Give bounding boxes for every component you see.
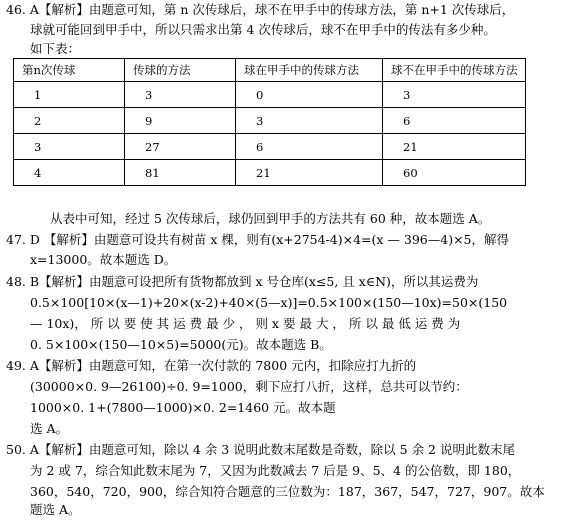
table-cell: 3 xyxy=(14,134,125,160)
table-cell: 4 xyxy=(14,160,125,186)
pass-table xyxy=(13,58,526,186)
q49-line2: (30000×0. 9—26100)÷0. 9=1000，剩下应打八折，这样，总共可以节约： xyxy=(30,379,468,394)
table-cell: 81 xyxy=(125,160,236,186)
q46-line2: 球就可能回到甲手中，所以只需求出第 4 次传球后，球不在甲手中的传法有多少种。 xyxy=(30,22,496,37)
table-row xyxy=(14,82,526,108)
q49-line1: 49. A【解析】由题意可知，在第一次付款的 7800 元内，扣除应打九折的 xyxy=(6,358,417,373)
q49-line4: 选 A。 xyxy=(30,421,69,436)
table-cell: 6 xyxy=(236,134,383,160)
q49-line3: 1000×0. 1+(7800—1000)×0. 2=1460 元。故本题 xyxy=(30,400,336,415)
table-row xyxy=(14,160,526,186)
q48-line1: 48. B【解析】由题意可设把所有货物都放到 x 号仓库(x≤5, 且 x∈N)，所以其运费为 xyxy=(6,274,479,289)
table-cell: 3 xyxy=(236,108,383,134)
table-cell: 6 xyxy=(383,108,526,134)
table-cell: 0 xyxy=(236,82,383,108)
q46-conclusion: 从表中可知，经过 5 次传球后，球仍回到甲手的方法共有 60 种，故本题选 A。 xyxy=(50,211,491,226)
table-header-cell: 传球的方法 xyxy=(125,59,236,82)
table-cell: 3 xyxy=(383,82,526,108)
q47-line1: 47. D 【解析】由题意可设共有树苗 x 棵，则有(x+2754-4)×4=(x — 396—4)×5，解得 xyxy=(6,232,509,247)
q46-line3: 如下表： xyxy=(30,41,81,56)
table-row xyxy=(14,108,526,134)
q50-line4: 题选 A。 xyxy=(30,502,81,517)
q48-line3: — 10x)， 所 以 要 使 其 运 费 最 少 ， 则 x 要 最 大 ， 所 以 最 低 运 费 为 xyxy=(30,316,461,331)
table-header-cell: 球不在甲手中的传球方法 xyxy=(383,59,526,82)
table-row xyxy=(14,134,526,160)
table-cell: 27 xyxy=(125,134,236,160)
q47-line2: x=13000。故本题选 D。 xyxy=(30,252,177,267)
table-cell: 60 xyxy=(383,160,526,186)
q50-line2: 为 2 或 7，综合知此数末尾为 7，又因为此数减去 7 后是 9、5、4 的公倍数，即 180， xyxy=(30,463,521,478)
q50-line1: 50. A【解析】由题意可知，除以 4 余 3 说明此数末尾数是奇数，除以 5 余 2 说明此数末尾 xyxy=(6,442,515,457)
table-cell: 21 xyxy=(236,160,383,186)
table-header-cell: 第n次传球 xyxy=(14,59,125,82)
table-cell: 9 xyxy=(125,108,236,134)
q50-line3: 360，540，720，900，综合知符合题意的三位数为：187，367，547，727，907。故本 xyxy=(30,484,545,499)
q48-line4: 0. 5×100×(150—10×5)=5000(元)。故本题选 B。 xyxy=(30,337,332,352)
q48-line2: 0.5×100[10×(x—1)+20×(x-2)+40×(5—x)]=0.5×100×(150—10x)=50×(150 xyxy=(30,295,508,310)
table-cell: 1 xyxy=(14,82,125,108)
table-cell: 21 xyxy=(383,134,526,160)
table-header-cell: 球在甲手中的传球方法 xyxy=(236,59,383,82)
table-cell: 3 xyxy=(125,82,236,108)
table-header-row xyxy=(14,59,526,82)
q46-line1: 46. A【解析】由题意可知，第 n 次传球后，球不在甲手中的传球方法，第 n+1 次传球后， xyxy=(6,2,515,17)
table-cell: 2 xyxy=(14,108,125,134)
